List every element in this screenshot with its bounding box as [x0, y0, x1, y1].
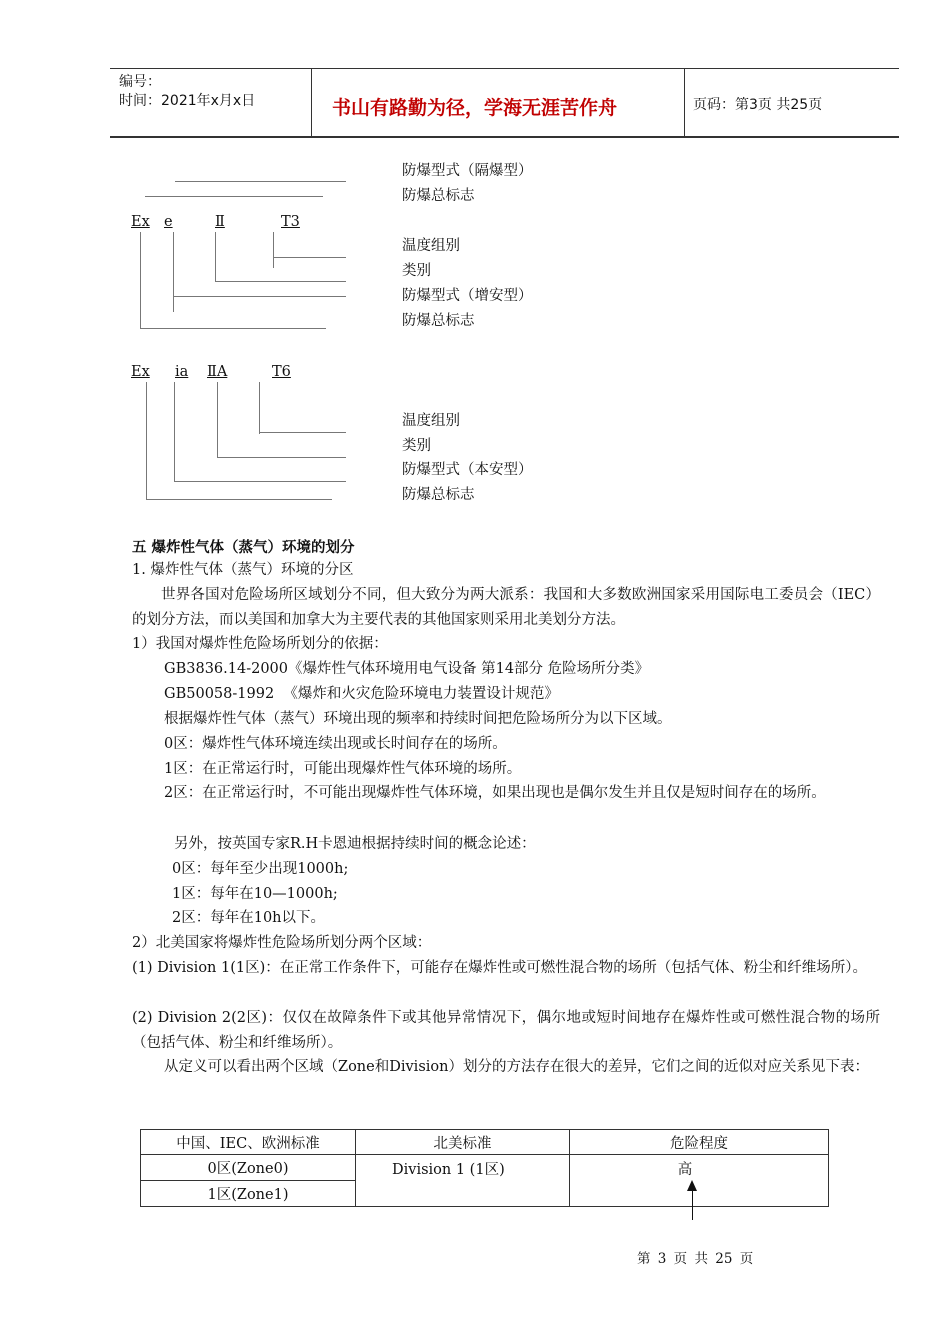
- division-definition: (2) Division 2(2区)：仅仅在故障条件下或其他异常情况下，偶尔地或短时间地存在爆炸性或可燃性混合物的场所（包括气体、粉尘和纤维场所）。: [132, 1010, 880, 1051]
- list-item: 1）我国对爆炸性危险场所划分的依据：: [132, 636, 388, 652]
- diagram-leader-line: [217, 382, 218, 458]
- diagram-leader-line: [145, 196, 323, 197]
- table-cell: [570, 1155, 829, 1207]
- diagram-leader-line: [215, 281, 346, 282]
- header-top-rule: [110, 68, 899, 69]
- diagram-leader-line: [146, 382, 147, 500]
- table-header: 北美标准: [356, 1130, 570, 1155]
- diagram-leader-line: [140, 328, 326, 329]
- section-heading: 五 爆炸性气体（蒸气）环境的划分: [132, 540, 355, 556]
- table-header: 中国、IEC、欧洲标准: [141, 1130, 356, 1155]
- header-divider-left: [311, 68, 312, 137]
- diagram-label: 防爆总标志: [402, 313, 475, 329]
- time-label: 时间：2021年x月x日: [119, 93, 256, 109]
- paragraph: 根据爆炸性气体（蒸气）环境出现的频率和持续时间把危险场所分为以下区域。: [164, 711, 672, 727]
- paragraph: 另外，按英国专家R.H卡恩迪根据持续时间的概念论述：: [174, 836, 536, 852]
- diagram-leader-line: [173, 232, 174, 312]
- diagram-leader-line: [273, 257, 346, 258]
- ex-code: Ex: [131, 364, 150, 380]
- diagram-leader-line: [273, 232, 274, 268]
- zone-definition: 0区：爆炸性气体环境连续出现或长时间存在的场所。: [164, 736, 507, 752]
- table-header: 危险程度: [570, 1130, 829, 1155]
- diagram-label: 类别: [402, 438, 431, 454]
- diagram-leader-line: [217, 457, 346, 458]
- diagram-label: 防爆总标志: [402, 188, 475, 204]
- subsection-title: 1. 爆炸性气体（蒸气）环境的分区: [132, 562, 354, 578]
- diagram-label: 类别: [402, 263, 431, 279]
- header-bottom-rule: [110, 136, 899, 138]
- code-label: 编号：: [119, 74, 161, 90]
- risk-level-label: 高: [677, 1162, 693, 1178]
- table-cell: 0区(Zone0): [141, 1155, 356, 1181]
- ex-code: Ex: [131, 214, 150, 230]
- group-code: Ⅱ: [215, 214, 225, 230]
- protection-code: ia: [175, 364, 189, 380]
- diagram-leader-line: [140, 232, 141, 328]
- diagram-label: 温度组别: [402, 413, 460, 429]
- diagram-leader-line: [259, 432, 346, 433]
- diagram-leader-line: [146, 499, 332, 500]
- division-definition: (1) Division 1(1区)：在正常工作条件下，可能存在爆炸性或可燃性混合物的场所（包括气体、粉尘和纤维场所）。: [132, 960, 868, 976]
- page-footer: 第 3 页 共 25 页: [637, 1251, 754, 1267]
- zone-duration: 2区：每年在10h以下。: [172, 910, 326, 926]
- diagram-label: 防爆型式（增安型）: [402, 288, 533, 304]
- zone-comparison-table: [140, 1129, 829, 1207]
- table-cell: 1区(Zone1): [141, 1181, 356, 1207]
- diagram-leader-line: [174, 382, 175, 482]
- paragraph: 从定义可以看出两个区域（Zone和Division）划分的方法存在很大的差异，它们之间的近似对应关系见下表：: [164, 1059, 869, 1075]
- diagram-leader-line: [215, 232, 216, 282]
- diagram-leader-line: [174, 481, 346, 482]
- zone-definition: 1区：在正常运行时，可能出现爆炸性气体环境的场所。: [164, 761, 522, 777]
- diagram-leader-line: [175, 181, 346, 182]
- diagram-label: 温度组别: [402, 238, 460, 254]
- diagram-leader-line: [173, 296, 346, 297]
- protection-code: e: [164, 214, 173, 230]
- temperature-code: T6: [272, 364, 291, 380]
- table-row: [141, 1155, 829, 1181]
- paragraph: 世界各国对危险场所区域划分不同，但大致分为两大派系：我国和大多数欧洲国家采用国际电工委员会（IEC）的划分方法，而以美国和加拿大为主要代表的其他国家则采用北美划分方法。: [132, 587, 880, 628]
- list-item: 2）北美国家将爆炸性危险场所划分两个区域：: [132, 935, 432, 951]
- table-cell: Division 1 (1区): [356, 1155, 570, 1207]
- standard-reference: GB3836.14-2000《爆炸性气体环境用电气设备 第14部分 危险场所分类》: [164, 661, 650, 677]
- diagram-label: 防爆总标志: [402, 487, 475, 503]
- zone-duration: 1区：每年在10—1000h;: [172, 886, 338, 902]
- group-code: ⅡA: [207, 364, 228, 380]
- table-header-row: [141, 1130, 829, 1155]
- header-motto: 书山有路勤为径，学海无涯苦作舟: [332, 97, 618, 119]
- diagram-label: 防爆型式（本安型）: [402, 462, 533, 478]
- zone-duration: 0区：每年至少出现1000h;: [172, 861, 349, 877]
- diagram-label: 防爆型式（隔爆型）: [402, 163, 533, 179]
- risk-arrow-shaft: [692, 1190, 693, 1220]
- header-divider-right: [684, 68, 685, 137]
- diagram-leader-line: [259, 382, 260, 434]
- zone-definition: 2区：在正常运行时，不可能出现爆炸性气体环境，如果出现也是偶尔发生并且仅是短时间存在的场所。: [164, 785, 826, 801]
- standard-reference: GB50058-1992 《爆炸和火灾危险环境电力装置设计规范》: [164, 686, 559, 702]
- page-label: 页码：第3页 共25页: [693, 97, 823, 113]
- temperature-code: T3: [281, 214, 300, 230]
